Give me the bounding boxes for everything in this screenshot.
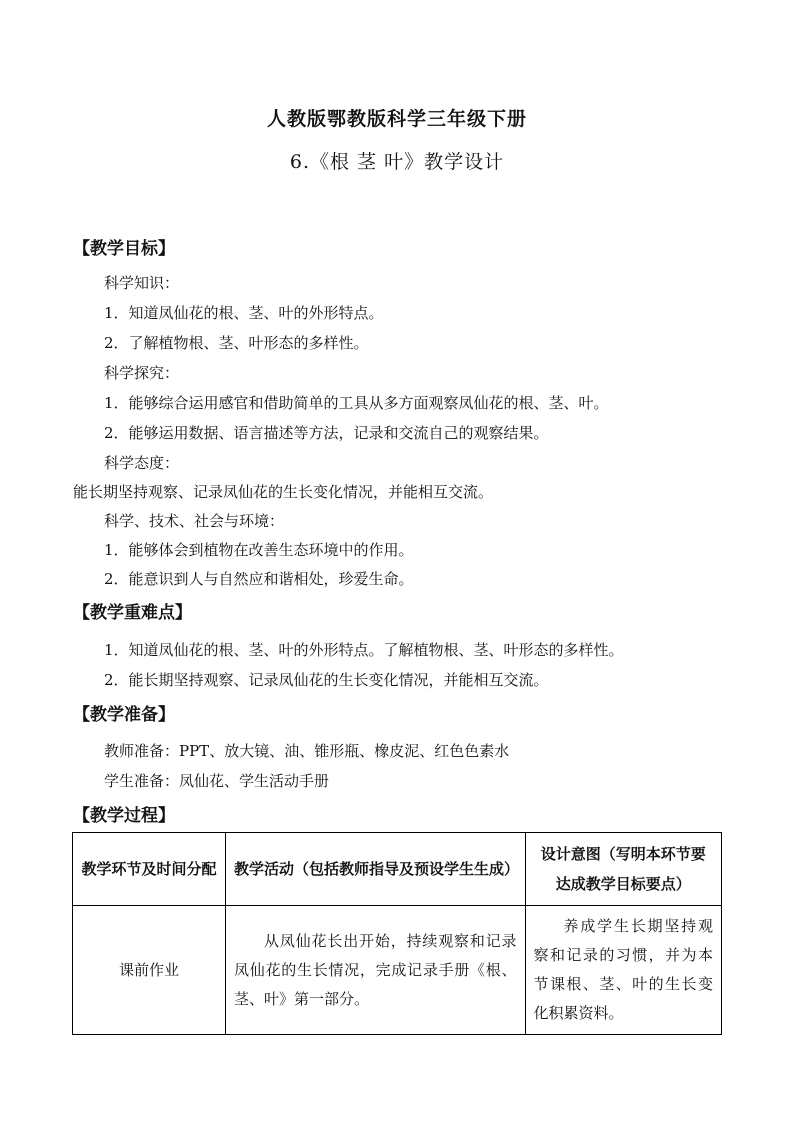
table-row (73, 906, 722, 1035)
stse-item-2: 2．能意识到人与自然应和谐相处，珍爱生命。 (104, 570, 414, 588)
inquiry-item-2: 2．能够运用数据、语言描述等方法，记录和交流自己的观察结果。 (104, 424, 549, 442)
inquiry-item-1: 1．能够综合运用感官和借助简单的工具从多方面观察凤仙花的根、茎、叶。 (104, 394, 609, 412)
student-preparation: 学生准备：凤仙花、学生活动手册 (104, 772, 330, 790)
intent-cell: 养成学生长期坚持观察和记录的习惯，并为本节课根、茎、叶的生长变化积累资料。 (525, 906, 721, 1035)
objectives-heading: 【教学目标】 (73, 239, 175, 259)
key-point-1: 1．知道凤仙花的根、茎、叶的外形特点。了解植物根、茎、叶形态的多样性。 (104, 641, 624, 659)
activity-cell: 从凤仙花长出开始，持续观察和记录凤仙花的生长情况，完成记录手册《根、茎、叶》第一部分。 (226, 906, 526, 1035)
column-header-intent: 设计意图（写明本环节要达成教学目标要点） (525, 833, 721, 906)
process-heading: 【教学过程】 (73, 806, 175, 826)
knowledge-item-2: 2．了解植物根、茎、叶形态的多样性。 (104, 334, 369, 352)
stage-cell: 课前作业 (73, 906, 226, 1035)
key-points-heading: 【教学重难点】 (73, 603, 192, 623)
teacher-preparation: 教师准备：PPT、放大镜、油、锥形瓶、橡皮泥、红色色素水 (104, 742, 510, 760)
stse-item-1: 1．能够体会到植物在改善生态环境中的作用。 (104, 541, 414, 559)
knowledge-label: 科学知识： (104, 274, 180, 292)
document-title: 人教版鄂教版科学三年级下册 (266, 108, 527, 130)
preparation-heading: 【教学准备】 (73, 705, 175, 725)
document-subtitle: 6.《根 茎 叶》教学设计 (289, 151, 505, 173)
column-header-stage: 教学环节及时间分配 (73, 833, 226, 906)
process-table (72, 832, 722, 1035)
table-header-row (73, 833, 722, 906)
knowledge-item-1: 1．知道凤仙花的根、茎、叶的外形特点。 (104, 304, 384, 322)
inquiry-label: 科学探究： (104, 364, 180, 382)
stse-label: 科学、技术、社会与环境： (104, 512, 285, 530)
attitude-label: 科学态度： (104, 454, 180, 472)
column-header-activity: 教学活动（包括教师指导及预设学生生成） (226, 833, 526, 906)
key-point-2: 2．能长期坚持观察、记录凤仙花的生长变化情况，并能相互交流。 (104, 671, 549, 689)
attitude-text: 能长期坚持观察、记录凤仙花的生长变化情况，并能相互交流。 (73, 483, 494, 501)
